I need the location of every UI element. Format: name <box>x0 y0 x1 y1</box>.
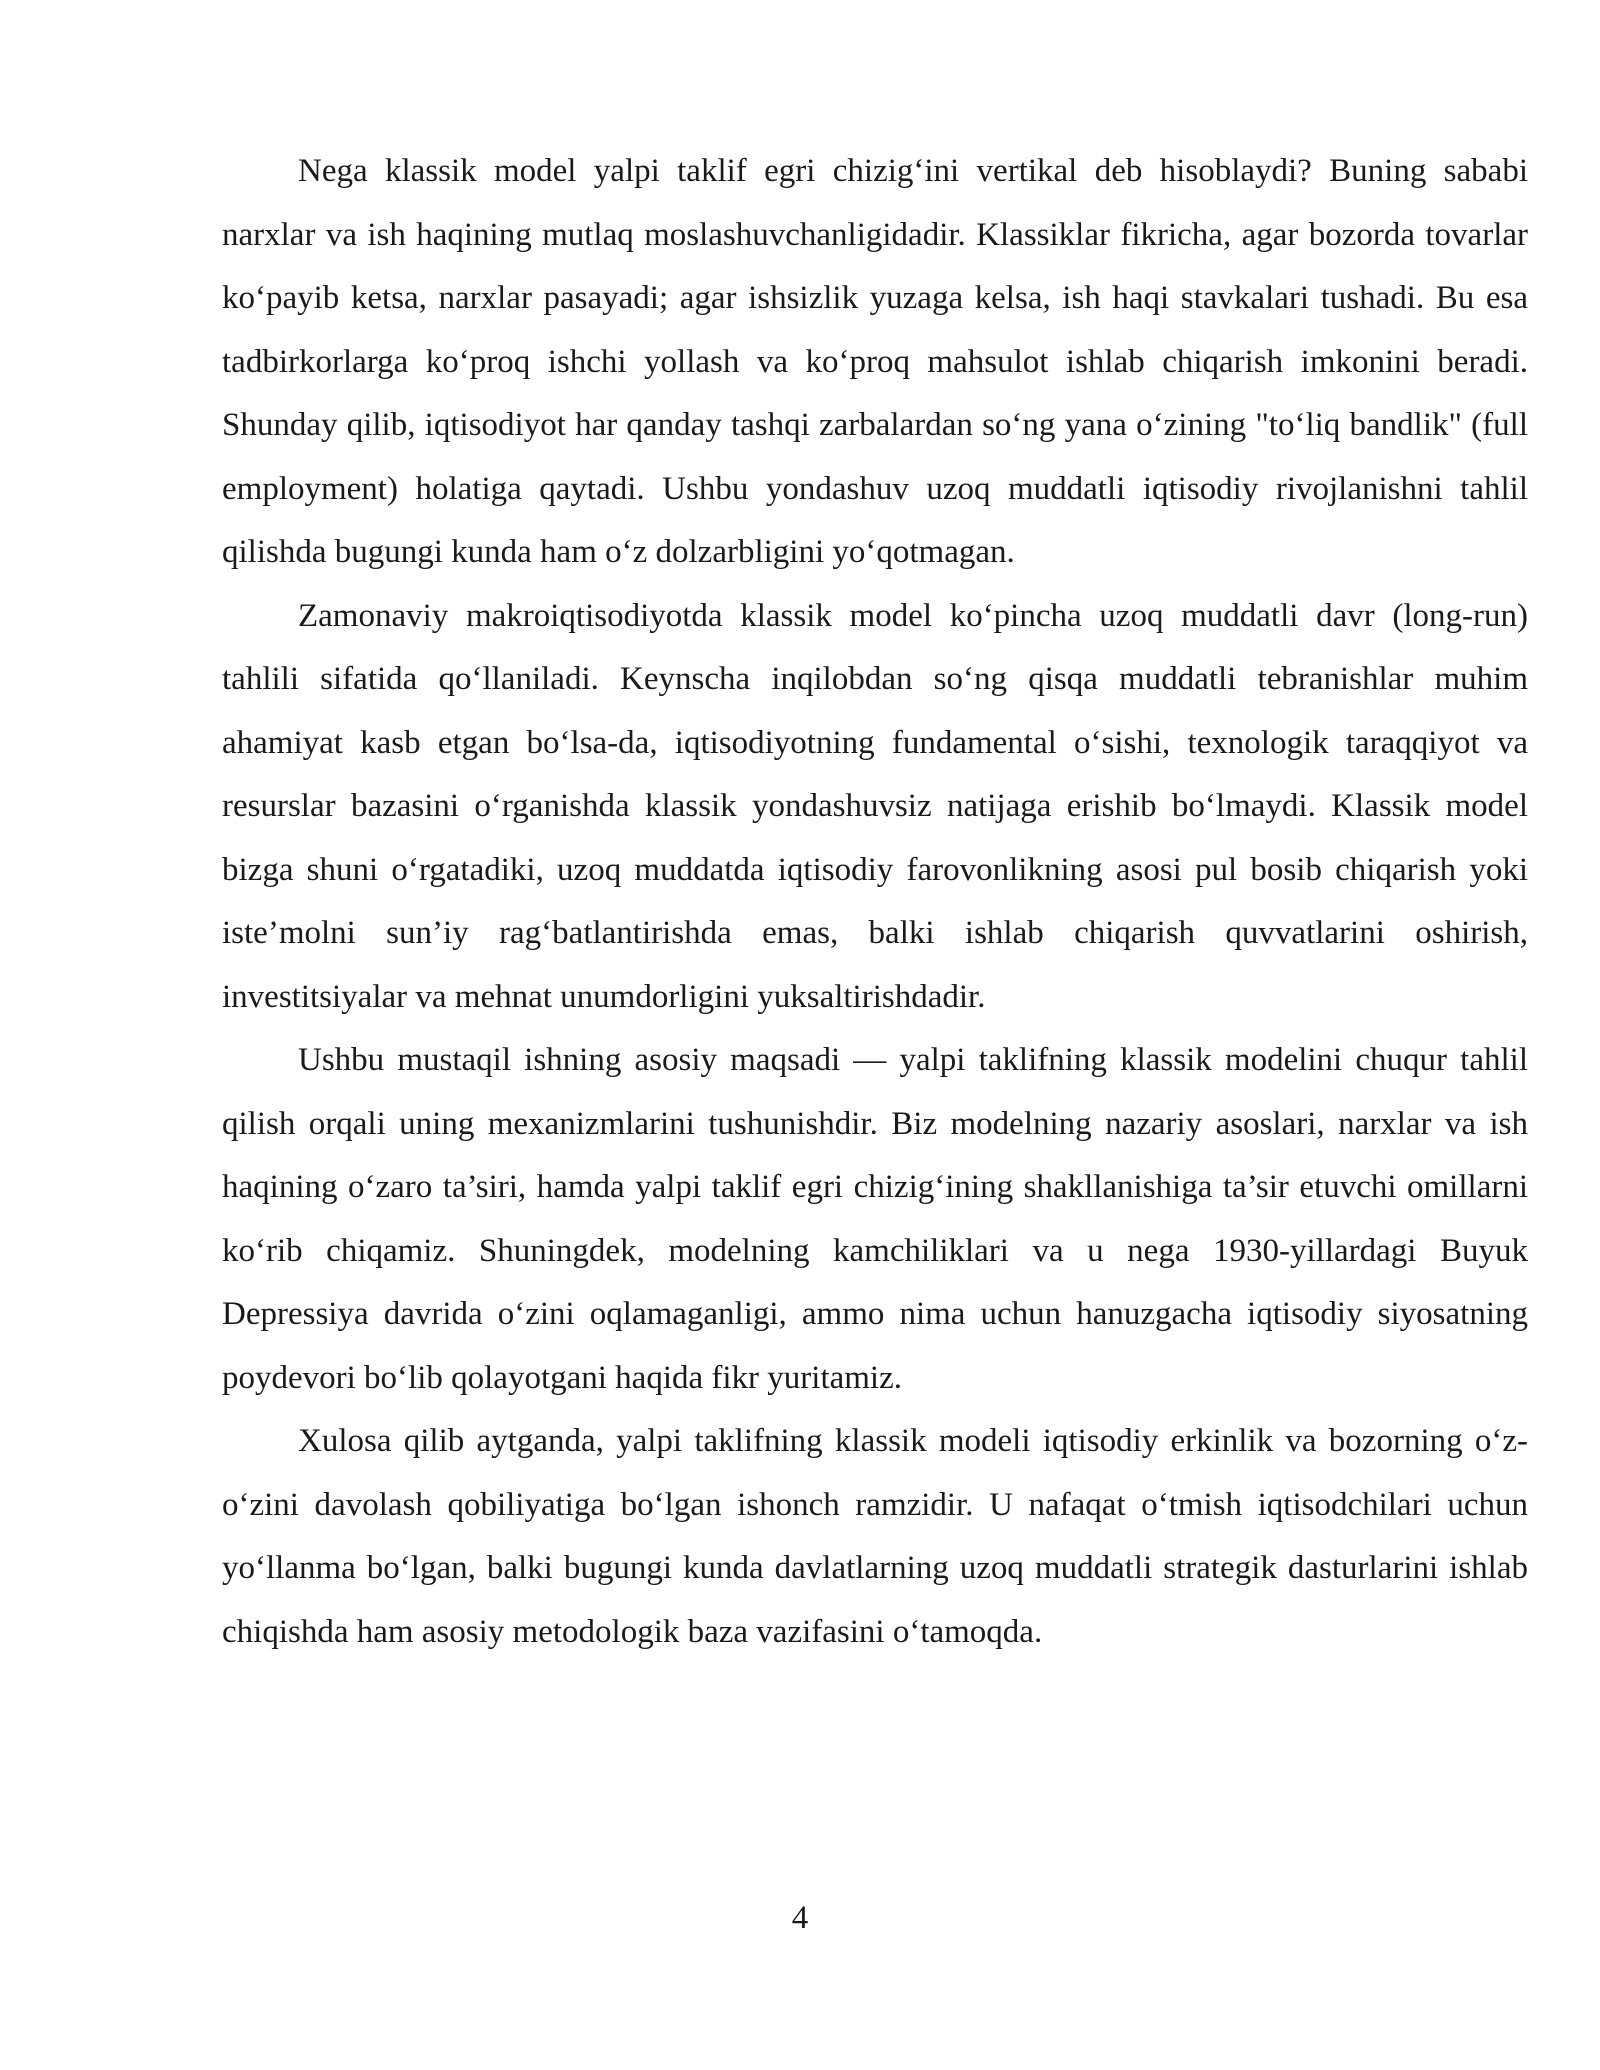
paragraph-3: Ushbu mustaqil ishning asosiy maqsadi — yalpi taklifning klassik modelini chuqur tahlil qilish orqali uning mexanizmlarini tushunishdir. Biz modelning nazariy asoslari, narxlar va ish haqining o‘zaro ta’siri, hamda yalpi taklif egri chizig‘ining shakllanishiga ta’sir etuvchi omillarni ko‘rib chiqamiz. Shuningdek, modelning kamchiliklari va u nega 1930-yillardagi Buyuk Depressiya davrida o‘zini oqlamaganligi, ammo nima uchun hanuzgacha iqtisodiy siyosatning poydevori bo‘lib qolayotgani haqida fikr yuritamiz. <box>222 1042 1528 1396</box>
body-text <box>222 140 1528 1664</box>
paragraph-4: Xulosa qilib aytganda, yalpi taklifning klassik modeli iqtisodiy erkinlik va bozorning o‘z-o‘zini davolash qobiliyatiga bo‘lgan ishonch ramzidir. U nafaqat o‘tmish iqtisodchilari uchun yo‘llanma bo‘lgan, balki bugungi kunda davlatlarning uzoq muddatli strategik dasturlarini ishlab chiqishda ham asosiy metodologik baza vazifasini o‘tamoqda. <box>222 1423 1528 1650</box>
paragraph-1: Nega klassik model yalpi taklif egri chizig‘ini vertikal deb hisoblaydi? Buning sababi narxlar va ish haqining mutlaq moslashuvchanligidadir. Klassiklar fikricha, agar bozorda tovarlar ko‘payib ketsa, narxlar pasayadi; agar ishsizlik yuzaga kelsa, ish haqi stavkalari tushadi. Bu esa tadbirkorlarga ko‘proq ishchi yollash va ko‘proq mahsulot ishlab chiqarish imkonini beradi. Shunday qilib, iqtisodiyot har qanday tashqi zarbalardan so‘ng yana o‘zining "to‘liq bandlik" (full employment) holatiga qaytadi. Ushbu yondashuv uzoq muddatli iqtisodiy rivojlanishni tahlil qilishda bugungi kunda ham o‘z dolzarbligini yo‘qotmagan. <box>222 153 1528 570</box>
page-number: 4 <box>791 1900 809 1936</box>
paragraph-2: Zamonaviy makroiqtisodiyotda klassik model ko‘pincha uzoq muddatli davr (long-run) tahlili sifatida qo‘llaniladi. Keynscha inqilobdan so‘ng qisqa muddatli tebranishlar muhim ahamiyat kasb etgan bo‘lsa-da, iqtisodiyotning fundamental o‘sishi, texnologik taraqqiyot va resurslar bazasini o‘rganishda klassik yondashuvsiz natijaga erishib bo‘lmaydi. Klassik model bizga shuni o‘rgatadiki, uzoq muddatda iqtisodiy farovonlikning asosi pul bosib chiqarish yoki iste’molni sun’iy rag‘batlantirishda emas, balki ishlab chiqarish quvvatlarini oshirish, investitsiyalar va mehnat unumdorligini yuksaltirishdadir. <box>222 597 1528 1015</box>
